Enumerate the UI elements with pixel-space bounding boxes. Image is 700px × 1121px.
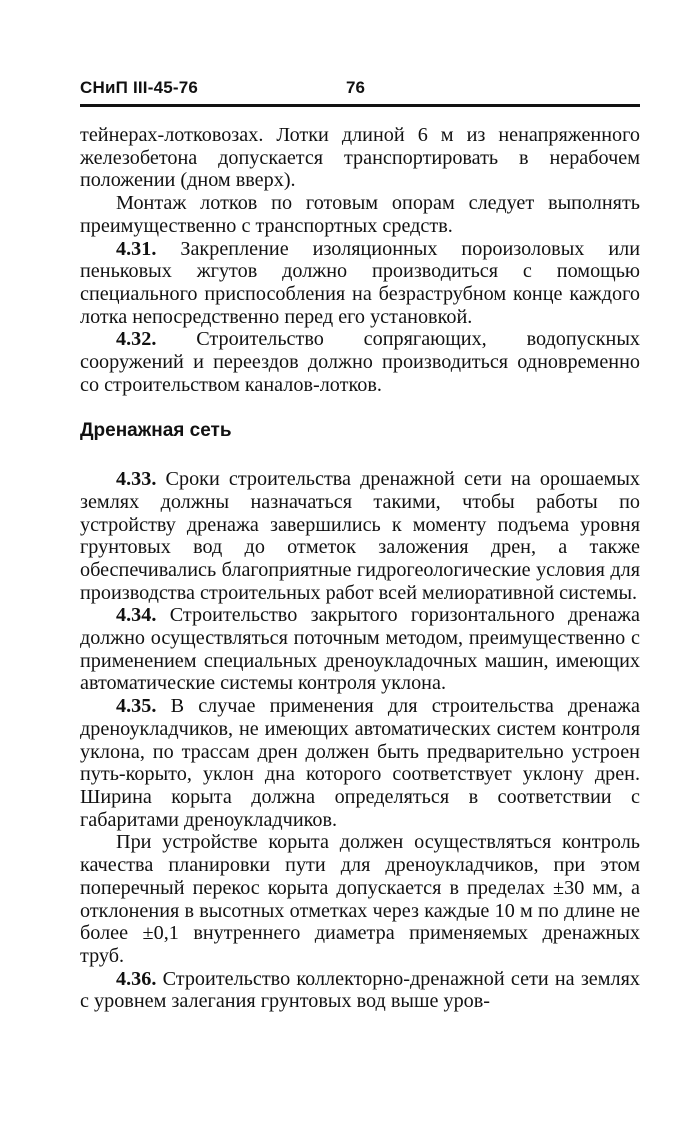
clause-4-34: 4.34. Строительство закрытого горизонтального дренажа должно осуществляться поточным методом, преимущественно с применением специальных дреноукладочных машин, имеющих автоматические системы контроля уклона. [80,604,640,695]
paragraph-mounting: Монтаж лотков по готовым опорам следует выполнять преимущественно с транспортных средств. [80,192,640,237]
clause-4-33: 4.33. Сроки строительства дренажной сети на орошаемых землях должны назначаться такими, чтобы работы по устройству дренажа завершились к моменту подъема уровня грунтовых вод до отметок заложения дрен, а также обеспечивались благоприятные гидрогеологические условия для производства строительных работ всей мелиоративной системы. [80,468,640,604]
clause-number: 4.34. [116,604,157,627]
section-heading: Дренажная сеть [80,420,232,442]
paragraph-trough-control: При устройстве корыта должен осуществляться контроль качества планировки пути для дреноукладчиков, при этом поперечный перекос корыта допускается в пределах ±30 мм, а отклонения в высотных отметках через каждые 10 м по длине не более ±0,1 внутреннего диаметра применяемых дренажных труб. [80,831,640,967]
page-number: 76 [346,78,365,97]
clause-4-32: 4.32. Строительство сопрягающих, водопускных сооружений и переездов должно производиться одновременно со строительством каналов-лотков. [80,328,640,396]
paragraph-continuation: тейнерах-лотковозах. Лотки длиной 6 м из ненапряженного железобетона допускается транспортировать в нерабочем положении (дном вверх). [80,124,640,192]
clause-4-35: 4.35. В случае применения для строительства дренажа дреноукладчиков, не имеющих автоматических систем контроля уклона, по трассам дрен должен быть предварительно устроен путь-корыто, уклон дна которого соответствует уклону дрен. Ширина корыта должна определяться в соответствии с габаритами дреноукладчиков. [80,695,640,831]
page-header [80,78,640,104]
document-code: СНиП III-45-76 [80,78,199,97]
clause-number: 4.33. [116,468,157,491]
clause-number: 4.36. [116,967,157,990]
clause-4-36: 4.36. Строительство коллекторно-дренажной сети на землях с уровнем залегания грунтовых вод выше уров- [80,967,640,1013]
clause-number: 4.31. [116,237,157,260]
clause-number: 4.32. [116,328,157,351]
page-body [80,124,640,1013]
clause-number: 4.35. [116,695,157,718]
header-rule [80,104,640,107]
clause-4-31: 4.31. Закрепление изоляционных пороизоловых или пеньковых жгутов должно производиться с помощью специального приспособления на безраструбном конце каждого лотка непосредственно перед его установкой. [80,237,640,328]
